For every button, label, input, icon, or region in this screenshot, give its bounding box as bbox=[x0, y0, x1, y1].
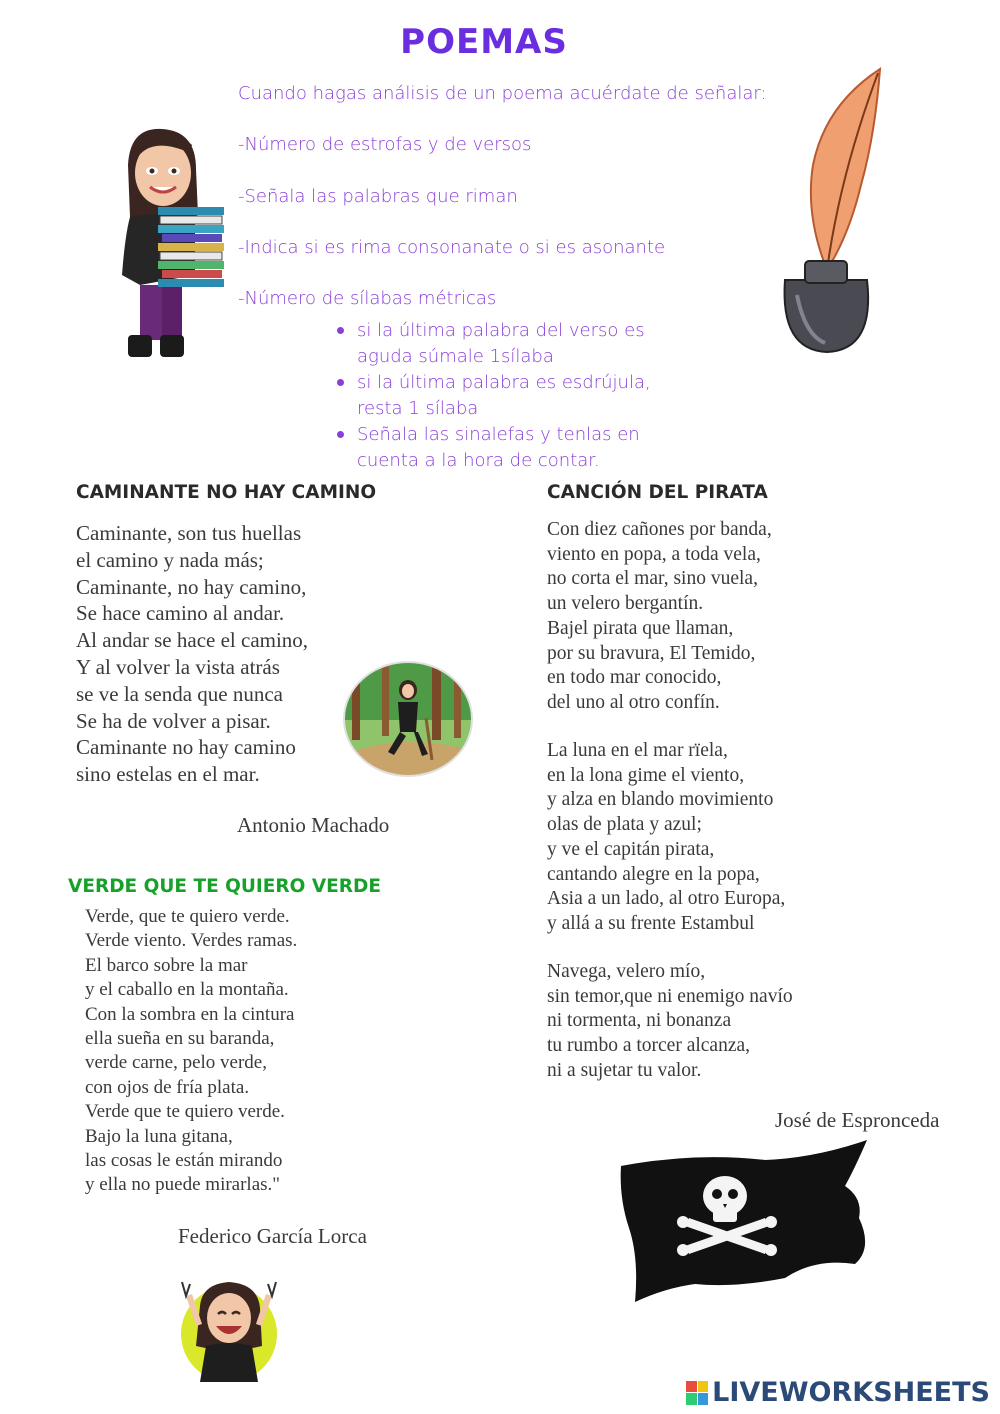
verse-line: cantando alegre en la popa, bbox=[547, 863, 760, 885]
verse-line: ni a sujetar tu valor. bbox=[547, 1059, 702, 1081]
verse-line: Con diez cañones por banda, bbox=[547, 519, 772, 540]
verse-line: tu rumbo a torcer alcanza, bbox=[547, 1035, 751, 1057]
verse-line: Caminante no hay camino bbox=[76, 735, 296, 760]
pirate-flag-illustration bbox=[615, 1138, 877, 1306]
list-item: si la última palabra es esdrújula, resta 1 sílaba bbox=[333, 370, 693, 422]
verse-line: La luna en el mar rïela, bbox=[547, 740, 728, 761]
verse-line: sin temor,que ni enemigo navío bbox=[547, 985, 793, 1007]
verse-line: viento en popa, a toda vela, bbox=[547, 543, 761, 565]
author-lorca: Federico García Lorca bbox=[178, 1224, 367, 1248]
syllable-rules-list bbox=[333, 318, 693, 474]
verse-line: del uno al otro confín. bbox=[547, 691, 720, 713]
verse-line: y ella no puede mirarlas." bbox=[85, 1174, 281, 1196]
poem-title-pirata: CANCIÓN DEL PIRATA bbox=[547, 482, 768, 503]
poem-title-verde: VERDE QUE TE QUIERO VERDE bbox=[68, 876, 382, 897]
author-espronceda: José de Espronceda bbox=[775, 1108, 940, 1132]
poem-caminante-verses bbox=[76, 520, 308, 788]
verse-line: y allá a su frente Estambul bbox=[547, 912, 755, 934]
author-machado: Antonio Machado bbox=[237, 813, 390, 837]
verse-line: un velero bergantín. bbox=[547, 593, 704, 615]
quill-inkwell-illustration bbox=[765, 65, 890, 355]
verse-line: ni tormenta, ni bonanza bbox=[547, 1010, 732, 1032]
verse-line: Se ha de volver a pisar. bbox=[76, 708, 271, 733]
verse-line: se ve la senda que nunca bbox=[76, 681, 283, 706]
verse-line: Verde, que te quiero verde. bbox=[85, 906, 290, 927]
liveworksheets-logo-icon bbox=[686, 1381, 708, 1405]
instruction-item: -Señala las palabras que riman bbox=[238, 186, 518, 207]
verse-line: no corta el mar, sino vuela, bbox=[547, 568, 758, 590]
verse-line: Verde viento. Verdes ramas. bbox=[85, 930, 298, 952]
instruction-item: -Indica si es rima consonanate o si es asonante bbox=[238, 237, 666, 258]
poem-verde-verses bbox=[85, 905, 297, 1198]
poem-pirata-stanza-2 bbox=[547, 739, 785, 937]
verse-line: Caminante, no hay camino, bbox=[76, 574, 307, 599]
verse-line: Al andar se hace el camino, bbox=[76, 628, 309, 653]
bullet-icon bbox=[337, 431, 344, 438]
verse-line: en la lona gime el viento, bbox=[547, 764, 745, 786]
teacher-with-books-illustration bbox=[100, 125, 235, 365]
verse-line: las cosas le están mirando bbox=[85, 1150, 283, 1172]
verse-line: y alza en blando movimiento bbox=[547, 789, 774, 811]
poem-pirata-stanza-3 bbox=[547, 960, 793, 1084]
verse-line: sino estelas en el mar. bbox=[76, 762, 260, 787]
verse-line: olas de plata y azul; bbox=[547, 814, 702, 836]
verse-line: ella sueña en su baranda, bbox=[85, 1028, 275, 1050]
bullet-icon bbox=[337, 379, 344, 386]
verse-line: y ve el capitán pirata, bbox=[547, 838, 715, 860]
verse-line: El barco sobre la mar bbox=[85, 954, 248, 976]
verse-line: el camino y nada más; bbox=[76, 547, 264, 572]
verse-line: verde carne, pelo verde, bbox=[85, 1052, 267, 1074]
verse-line: Bajel pirata que llaman, bbox=[547, 617, 734, 639]
verse-line: en todo mar conocido, bbox=[547, 667, 722, 689]
list-item: Señala las sinalefas y tenlas en cuenta a la hora de contar. bbox=[333, 422, 693, 474]
instructions-intro: Cuando hagas análisis de un poema acuérdate de señalar: bbox=[238, 83, 767, 104]
poem-pirata-stanza-1 bbox=[547, 518, 772, 716]
verse-line: Asia a un lado, al otro Europa, bbox=[547, 888, 786, 910]
verse-line: y el caballo en la montaña. bbox=[85, 979, 289, 1001]
verse-line: Caminante, son tus huellas bbox=[76, 521, 302, 545]
verse-line: Navega, velero mío, bbox=[547, 961, 706, 982]
liveworksheets-watermark: LIVEWORKSHEETS bbox=[686, 1377, 990, 1408]
walker-in-forest-illustration bbox=[342, 660, 474, 778]
happy-avatar-illustration bbox=[172, 1276, 287, 1386]
verse-line: Y al volver la vista atrás bbox=[76, 654, 280, 679]
bullet-icon bbox=[337, 327, 344, 334]
verse-line: Con la sombra en la cintura bbox=[85, 1003, 295, 1025]
poem-title-caminante: CAMINANTE NO HAY CAMINO bbox=[76, 482, 377, 503]
verse-line: Verde que te quiero verde. bbox=[85, 1101, 285, 1123]
page-title: POEMAS bbox=[400, 22, 568, 62]
verse-line: Se hace camino al andar. bbox=[76, 601, 285, 626]
instruction-item: -Número de estrofas y de versos bbox=[238, 134, 532, 155]
verse-line: por su bravura, El Temido, bbox=[547, 642, 756, 664]
verse-line: Bajo la luna gitana, bbox=[85, 1125, 233, 1147]
list-item: si la última palabra del verso es aguda súmale 1sílaba bbox=[333, 318, 693, 370]
instruction-item: -Número de sílabas métricas bbox=[238, 288, 497, 309]
verse-line: con ojos de fría plata. bbox=[85, 1076, 250, 1098]
